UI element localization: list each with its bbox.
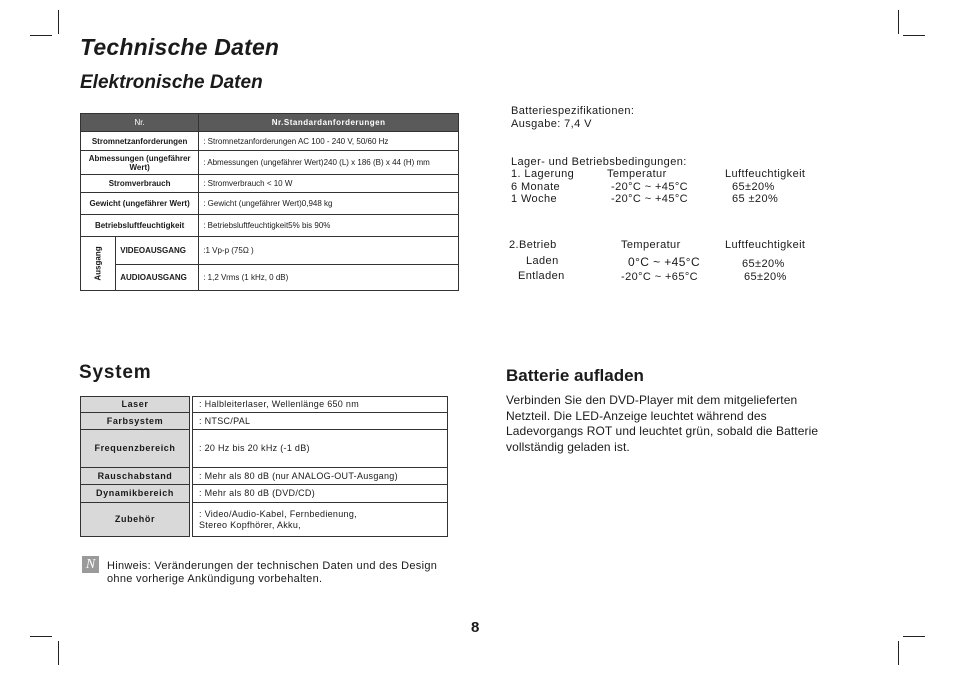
crop-mark: [903, 35, 925, 36]
storage-row-temp: -20°C ~ +45°C: [611, 181, 688, 193]
system-table: [80, 396, 448, 537]
battery-spec-heading: Batteriespezifikationen:: [511, 105, 635, 117]
section-title-electronics: Elektronische Daten: [80, 72, 263, 93]
electronics-table: [80, 113, 459, 291]
storage-label: 1. Lagerung: [511, 168, 575, 180]
battery-spec-output: Ausgabe: 7,4 V: [511, 118, 592, 130]
header-cell-standard: Nr.Standardanforderungen: [199, 114, 459, 132]
row-value-line: Stereo Kopfhörer, Akku,: [199, 519, 301, 530]
crop-mark: [30, 35, 52, 36]
table-row: [81, 397, 448, 413]
row-value-line: : Video/Audio-Kabel, Fernbedienung,: [199, 508, 357, 519]
operation-row-temp: -20°C ~ +65°C: [621, 271, 698, 283]
page-number: 8: [471, 619, 480, 636]
crop-mark: [30, 636, 52, 637]
row-value: : Betriebsluftfeuchtigkeit5% bis 90%: [199, 215, 459, 237]
section-title-charging: Batterie aufladen: [506, 366, 644, 385]
storage-row-label: 1 Woche: [511, 193, 558, 205]
crop-mark: [58, 10, 59, 34]
table-row: [81, 485, 448, 503]
table-row: [81, 193, 459, 215]
row-label: Abmessungen (ungefährer Wert): [81, 151, 199, 175]
operation-row-label: Entladen: [518, 270, 565, 282]
row-label: Frequenzbereich: [81, 430, 190, 468]
conditions-heading: Lager- und Betriebsbedingungen:: [511, 156, 687, 168]
table-row: [81, 503, 448, 537]
row-label: Stromnetzanforderungen: [81, 132, 199, 151]
output-group-text: Ausgang: [93, 246, 103, 281]
row-label: Betriebsluftfeuchtigkeit: [81, 215, 199, 237]
storage-hum-header: Luftfeuchtigkeit: [725, 168, 806, 180]
row-label: Laser: [81, 397, 190, 413]
row-value: : 20 Hz bis 20 kHz (-1 dB): [193, 430, 448, 468]
table-row: [81, 413, 448, 430]
table-row: [81, 468, 448, 485]
crop-mark: [903, 636, 925, 637]
row-value: : NTSC/PAL: [193, 413, 448, 430]
row-value: : Abmessungen (ungefährer Wert)240 (L) x 186 (B) x 44 (H) mm: [199, 151, 459, 175]
crop-mark: [898, 10, 899, 34]
note-text: [107, 560, 437, 586]
page-title: Technische Daten: [80, 34, 280, 60]
row-label: AUDIOAUSGANG: [116, 265, 199, 291]
table-row: [81, 237, 459, 265]
row-label: VIDEOAUSGANG: [116, 237, 199, 265]
row-label: Farbsystem: [81, 413, 190, 430]
output-group-label: [81, 237, 116, 291]
section-title-system: System: [79, 362, 152, 383]
row-value: : Stromverbrauch < 10 W: [199, 175, 459, 193]
storage-row-hum: 65 ±20%: [732, 193, 779, 205]
row-value: :1 Vp-p (75Ω ): [199, 237, 459, 265]
table-row: [81, 151, 459, 175]
table-row: [81, 175, 459, 193]
table-row: [81, 265, 459, 291]
row-value: : Stromnetzanforderungen AC 100 - 240 V, 50/60 Hz: [199, 132, 459, 151]
note-icon: N: [82, 556, 99, 573]
row-value: : Mehr als 80 dB (DVD/CD): [193, 485, 448, 503]
operation-row-hum: 65±20%: [742, 258, 785, 270]
row-label: Rauschabstand: [81, 468, 190, 485]
row-label: Gewicht (ungefährer Wert): [81, 193, 199, 215]
row-value: : Mehr als 80 dB (nur ANALOG-OUT-Ausgang): [193, 468, 448, 485]
operation-row-temp: 0°C ~ +45°C: [628, 255, 701, 269]
crop-mark: [58, 641, 59, 665]
operation-temp-header: Temperatur: [621, 239, 681, 251]
row-label: Stromverbrauch: [81, 175, 199, 193]
crop-mark: [898, 641, 899, 665]
charging-text: Verbinden Sie den DVD-Player mit dem mitgelieferten Netzteil. Die LED-Anzeige leuchtet während des Ladevorgangs ROT und leuchtet grün, sobald die Batterie vollständig geladen ist.: [506, 393, 819, 454]
table-row: [81, 215, 459, 237]
row-label: Dynamikbereich: [81, 485, 190, 503]
table-row: [81, 430, 448, 468]
storage-row-hum: 65±20%: [732, 181, 775, 193]
storage-temp-header: Temperatur: [607, 168, 667, 180]
row-value: : Gewicht (ungefährer Wert)0,948 kg: [199, 193, 459, 215]
row-label: Zubehör: [81, 503, 190, 537]
storage-row-temp: -20°C ~ +45°C: [611, 193, 688, 205]
operation-row-label: Laden: [526, 255, 559, 267]
header-cell-nr: Nr.: [81, 114, 199, 132]
note-line: Hinweis: Veränderungen der technischen Daten und des Design: [107, 560, 438, 572]
operation-label: 2.Betrieb: [509, 239, 557, 251]
table-header-row: [81, 114, 459, 132]
operation-hum-header: Luftfeuchtigkeit: [725, 239, 806, 251]
table-row: [81, 132, 459, 151]
row-value: : 1,2 Vrms (1 kHz, 0 dB): [199, 265, 459, 291]
operation-row-hum: 65±20%: [744, 271, 787, 283]
row-value: [193, 503, 448, 537]
note-line: ohne vorherige Ankündigung vorbehalten.: [107, 573, 323, 585]
storage-row-label: 6 Monate: [511, 181, 561, 193]
row-value: : Halbleiterlaser, Wellenlänge 650 nm: [193, 397, 448, 413]
